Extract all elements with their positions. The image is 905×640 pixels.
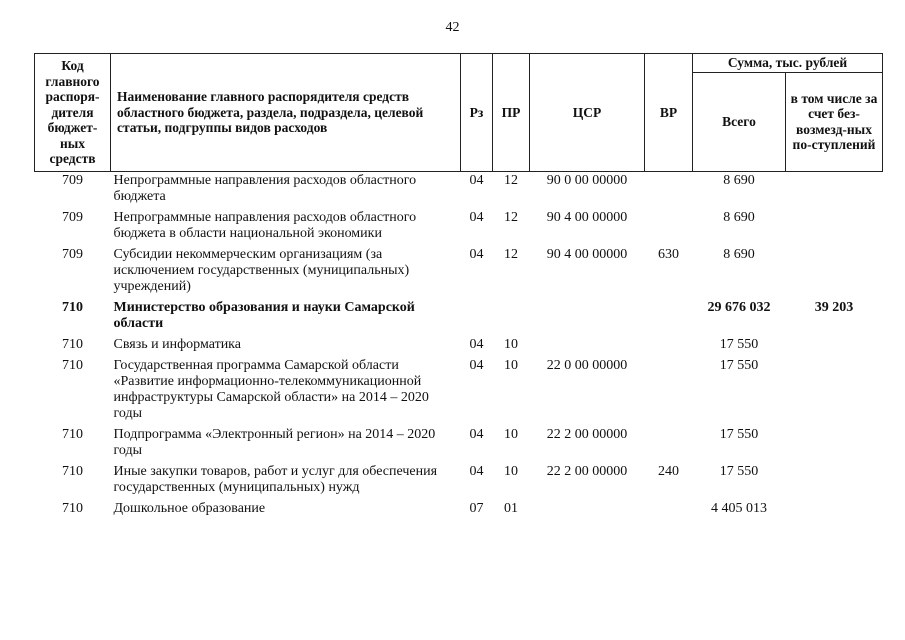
cell-vr: [645, 426, 693, 463]
header-total: Всего: [693, 72, 786, 172]
cell-free: [786, 336, 883, 357]
cell-rz: 04: [469, 247, 484, 262]
cell-code: 710: [62, 427, 83, 442]
cell-csr: [530, 336, 645, 357]
cell-pr: 12: [504, 210, 518, 225]
cell-rz: 04: [469, 173, 484, 188]
cell-csr: 22 2 00 00000: [546, 464, 628, 479]
cell-vr: [645, 209, 693, 246]
cell-free: 39 203: [814, 300, 854, 315]
cell-name: Непрограммные направления расходов областного бюджета в области национальной экономики: [113, 210, 417, 241]
cell-free: [786, 357, 883, 426]
cell-code: 710: [62, 501, 83, 516]
cell-pr: 12: [504, 247, 518, 262]
cell-free: [786, 426, 883, 463]
cell-rz: 07: [469, 501, 484, 516]
cell-vr: 240: [658, 464, 679, 479]
page-number: 42: [445, 20, 460, 35]
cell-pr: 10: [504, 427, 518, 442]
cell-code: 709: [62, 173, 83, 188]
cell-pr: 10: [504, 337, 518, 352]
cell-rz: [461, 299, 493, 336]
cell-name: Субсидии некоммерческим организациям (за исключением государственных (муниципальных) учреждений): [113, 247, 410, 294]
cell-pr: 10: [504, 358, 518, 373]
cell-free: [786, 246, 883, 299]
cell-total: 8 690: [723, 173, 755, 188]
cell-vr: [645, 172, 693, 210]
table-row: [35, 209, 883, 246]
cell-name: Связь и информатика: [113, 337, 241, 352]
cell-rz: 04: [469, 464, 484, 479]
cell-pr: 12: [504, 173, 518, 188]
header-name: Наименование главного распорядителя средств областного бюджета, раздела, подраздела, целевой статьи, подгруппы видов расходов: [111, 54, 461, 172]
header-csr: ЦСР: [530, 54, 645, 172]
cell-total: 17 550: [719, 358, 759, 373]
table-row: [35, 172, 883, 210]
cell-free: [786, 500, 883, 521]
cell-vr: 630: [658, 247, 679, 262]
cell-csr: 90 4 00 00000: [546, 247, 628, 262]
cell-name: Непрограммные направления расходов областного бюджета: [113, 173, 417, 204]
cell-code: 710: [62, 300, 83, 315]
cell-name: Государственная программа Самарской области «Развитие информационно-телекоммуникационной инфраструктуры Самарской области» на 2014 – 2020 годы: [113, 358, 429, 421]
table-row: [35, 246, 883, 299]
cell-csr: 90 0 00 00000: [546, 173, 628, 188]
header-sum: Сумма, тыс. рублей: [693, 54, 883, 73]
cell-code: 710: [62, 464, 83, 479]
header-free: в том числе за счет без-возмезд-ных по-ступлений: [786, 72, 883, 172]
cell-total: 17 550: [719, 337, 759, 352]
cell-csr: [530, 500, 645, 521]
cell-rz: 04: [469, 358, 484, 373]
cell-vr: [645, 299, 693, 336]
table-header: [35, 54, 883, 172]
header-vr: ВР: [645, 54, 693, 172]
header-code: Код главного распоря-дителя бюджет-ных средств: [35, 54, 111, 172]
cell-code: 710: [62, 337, 83, 352]
cell-name: Подпрограмма «Электронный регион» на 2014 – 2020 годы: [113, 427, 436, 458]
cell-pr: 10: [504, 464, 518, 479]
cell-total: 8 690: [723, 210, 755, 225]
header-rz: Рз: [461, 54, 493, 172]
cell-total: 29 676 032: [707, 300, 771, 315]
cell-free: [786, 172, 883, 210]
budget-table: [34, 53, 883, 521]
cell-vr: [645, 336, 693, 357]
cell-csr: 90 4 00 00000: [546, 210, 628, 225]
cell-code: 709: [62, 210, 83, 225]
cell-vr: [645, 500, 693, 521]
cell-free: [786, 463, 883, 500]
header-pr: ПР: [493, 54, 530, 172]
cell-pr: [493, 299, 530, 336]
cell-code: 709: [62, 247, 83, 262]
table-row: [35, 357, 883, 426]
cell-total: 17 550: [719, 427, 759, 442]
table-body: [35, 172, 883, 522]
table-row: [35, 299, 883, 336]
cell-total: 17 550: [719, 464, 759, 479]
table-row: [35, 336, 883, 357]
cell-csr: 22 2 00 00000: [546, 427, 628, 442]
cell-rz: 04: [469, 337, 484, 352]
cell-name: Министерство образования и науки Самарской области: [113, 300, 415, 331]
cell-pr: 01: [504, 501, 518, 516]
cell-free: [786, 209, 883, 246]
cell-rz: 04: [469, 427, 484, 442]
cell-csr: [530, 299, 645, 336]
cell-total: 4 405 013: [711, 501, 767, 516]
cell-csr: 22 0 00 00000: [546, 358, 628, 373]
cell-total: 8 690: [723, 247, 755, 262]
table-row: [35, 463, 883, 500]
cell-vr: [645, 357, 693, 426]
cell-name: Дошкольное образование: [113, 501, 266, 516]
cell-name: Иные закупки товаров, работ и услуг для обеспечения государственных (муниципальных) нужд: [113, 464, 438, 495]
table-row: [35, 426, 883, 463]
cell-code: 710: [62, 358, 83, 373]
table-row: [35, 500, 883, 521]
cell-rz: 04: [469, 210, 484, 225]
